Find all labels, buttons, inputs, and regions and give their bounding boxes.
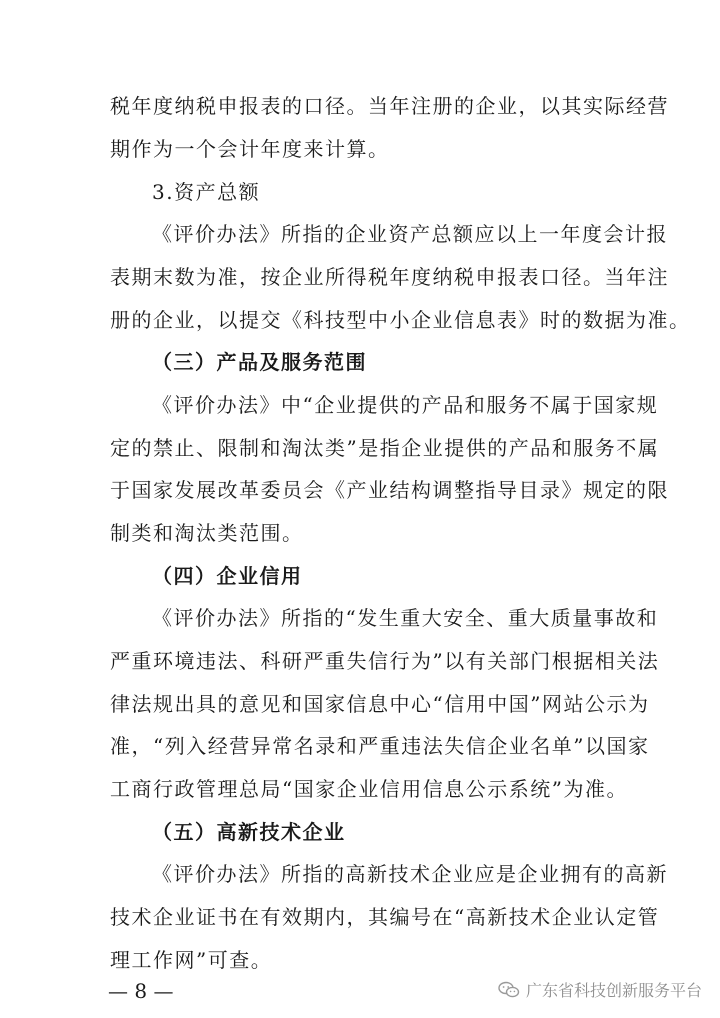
wechat-watermark bbox=[498, 978, 702, 1001]
paragraph-line: 技术企业证书在有效期内，其编号在“高新技术企业认定管 bbox=[110, 905, 660, 929]
paragraph-line: 理工作网”可查。 bbox=[110, 948, 273, 972]
paragraph-line: 工商行政管理总局“国家企业信用信息公示系统”为准。 bbox=[110, 777, 628, 801]
paragraph-line: 于国家发展改革委员会《产业结构调整指导目录》规定的限 bbox=[110, 478, 669, 502]
section-heading: （三）产品及服务范围 bbox=[152, 350, 367, 374]
paragraph-line: 《评价办法》中“企业提供的产品和服务不属于国家规 bbox=[152, 393, 659, 417]
paragraph-line: 律法规出具的意见和国家信息中心“信用中国”网站公示为 bbox=[110, 692, 650, 716]
paragraph-line: 税年度纳税申报表的口径。当年注册的企业，以其实际经营 bbox=[110, 94, 669, 118]
paragraph-line: 定的禁止、限制和淘汰类”是指企业提供的产品和服务不属 bbox=[110, 436, 660, 460]
wechat-icon bbox=[498, 981, 520, 999]
paragraph-line: 《评价办法》所指的高新技术企业应是企业拥有的高新 bbox=[152, 862, 668, 886]
paragraph-line: 期作为一个会计年度来计算。 bbox=[110, 137, 390, 161]
paragraph-line: 准，“列入经营异常名录和严重违法失信企业名单”以国家 bbox=[110, 734, 650, 758]
section-heading: （五）高新技术企业 bbox=[152, 820, 346, 844]
paragraph-line: 制类和淘汰类范围。 bbox=[110, 521, 304, 545]
paragraph-line: 《评价办法》所指的企业资产总额应以上一年度会计报 bbox=[152, 222, 668, 246]
paragraph-line: 表期末数为准，按企业所得税年度纳税申报表口径。当年注 bbox=[110, 265, 669, 289]
paragraph-line: 册的企业，以提交《科技型中小企业信息表》时的数据为准。 bbox=[110, 308, 691, 332]
paragraph-line: 严重环境违法、科研严重失信行为”以有关部门根据相关法 bbox=[110, 649, 660, 673]
page-number: — 8 — bbox=[108, 979, 174, 1003]
section-heading: （四）企业信用 bbox=[152, 564, 303, 588]
watermark-text: 广东省科技创新服务平台 bbox=[525, 981, 702, 1000]
paragraph-line: 《评价办法》所指的“发生重大安全、重大质量事故和 bbox=[152, 606, 659, 630]
subsection-heading: 3.资产总额 bbox=[152, 180, 261, 204]
